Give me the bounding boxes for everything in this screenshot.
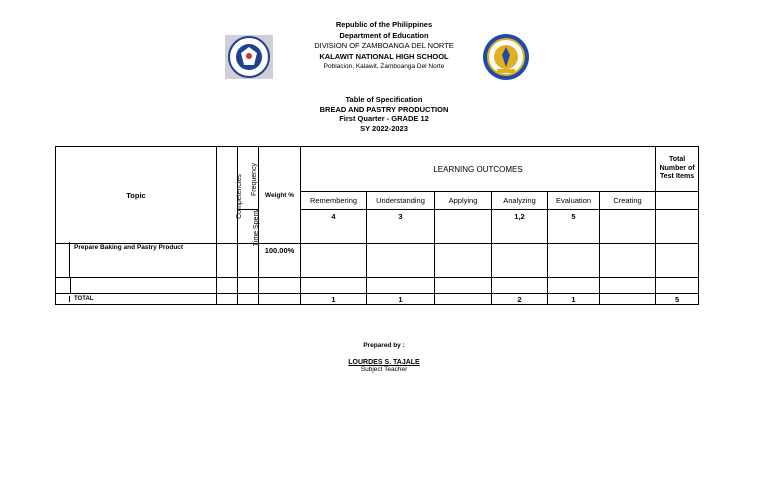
empty-topic-cell — [56, 278, 217, 294]
total-remembering: 1 — [301, 294, 367, 305]
outcome-understanding: Understanding — [367, 192, 435, 210]
total-understanding: 1 — [367, 294, 435, 305]
header-line-division: DIVISION OF ZAMBOANGA DEL NORTE — [314, 41, 454, 50]
prepared-by-block — [0, 342, 768, 373]
cell-understanding — [367, 244, 435, 278]
competencies-cell — [217, 244, 238, 278]
empty-cell — [367, 278, 435, 294]
item-numbers-analyzing: 1,2 — [492, 210, 548, 244]
total-label — [56, 294, 217, 305]
total-row — [56, 294, 699, 305]
total-items-value: 5 — [656, 294, 699, 305]
title-line-quarter: First Quarter - GRADE 12 — [339, 114, 429, 123]
empty-cell — [492, 278, 548, 294]
header-line-school: KALAWIT NATIONAL HIGH SCHOOL — [319, 51, 449, 61]
empty-cell — [600, 278, 656, 294]
outcome-analyzing: Analyzing — [492, 192, 548, 210]
outcome-evaluation: Evaluation — [548, 192, 600, 210]
document-title — [0, 95, 768, 133]
item-numbers-understanding: 3 — [367, 210, 435, 244]
total-evaluation: 1 — [548, 294, 600, 305]
item-numbers-remembering: 4 — [301, 210, 367, 244]
item-numbers-total — [656, 210, 699, 244]
total-time-spent — [238, 294, 259, 305]
cell-remembering — [301, 244, 367, 278]
item-numbers-evaluation: 5 — [548, 210, 600, 244]
total-items-subcell — [656, 192, 699, 210]
empty-cell — [217, 278, 238, 294]
topic-text: Prepare Baking and Pastry Product — [69, 242, 183, 277]
header-line-address: Poblacion, Kalawit, Zamboanga Del Norte — [323, 63, 445, 70]
weight-header: Weight % — [259, 147, 301, 244]
time-spent-value-cell — [238, 244, 259, 278]
empty-cell — [435, 278, 492, 294]
school-header — [0, 20, 768, 73]
time-spent-header-label: Time Spent/ — [253, 208, 261, 247]
total-competencies — [217, 294, 238, 305]
cell-applying — [435, 244, 492, 278]
total-items-header: Total Number of Test Items — [656, 147, 699, 192]
outcome-applying: Applying — [435, 192, 492, 210]
specification-table — [55, 146, 699, 305]
header-line-department: Department of Education — [339, 30, 429, 40]
title-line-sy: SY 2022-2023 — [360, 123, 408, 133]
title-line-subject: BREAD AND PASTRY PRODUCTION — [319, 104, 449, 114]
teacher-name: LOURDES S. TAJALE — [348, 359, 420, 366]
cell-creating — [600, 244, 656, 278]
cell-analyzing — [492, 244, 548, 278]
outcome-remembering: Remembering — [301, 192, 367, 210]
empty-cell — [238, 278, 259, 294]
item-numbers-creating — [600, 210, 656, 244]
cell-evaluation — [548, 244, 600, 278]
total-creating — [600, 294, 656, 305]
topic-cell — [56, 244, 217, 278]
prepared-by-label: Prepared by : — [363, 342, 405, 349]
table-row — [56, 244, 699, 278]
topic-header: Topic — [56, 147, 217, 244]
item-numbers-applying — [435, 210, 492, 244]
empty-cell — [259, 278, 301, 294]
table-row — [56, 278, 699, 294]
total-weight — [259, 294, 301, 305]
empty-cell — [548, 278, 600, 294]
teacher-role: Subject Teacher — [360, 366, 408, 373]
header-line-republic: Republic of the Philippines — [335, 20, 433, 29]
outcome-creating: Creating — [600, 192, 656, 210]
title-line-tos: Table of Specification — [345, 95, 423, 104]
cell-total — [656, 244, 699, 278]
weight-value: 100.00% — [259, 244, 301, 278]
competencies-header — [217, 147, 243, 244]
total-analyzing: 2 — [492, 294, 548, 305]
frequency-header-label: Frequency — [251, 162, 259, 196]
empty-cell — [656, 278, 699, 294]
learning-outcomes-header: LEARNING OUTCOMES — [301, 147, 656, 192]
total-label-text: TOTAL — [69, 296, 93, 302]
competencies-header-label: Competencies — [235, 173, 243, 219]
empty-cell — [301, 278, 367, 294]
total-applying — [435, 294, 492, 305]
